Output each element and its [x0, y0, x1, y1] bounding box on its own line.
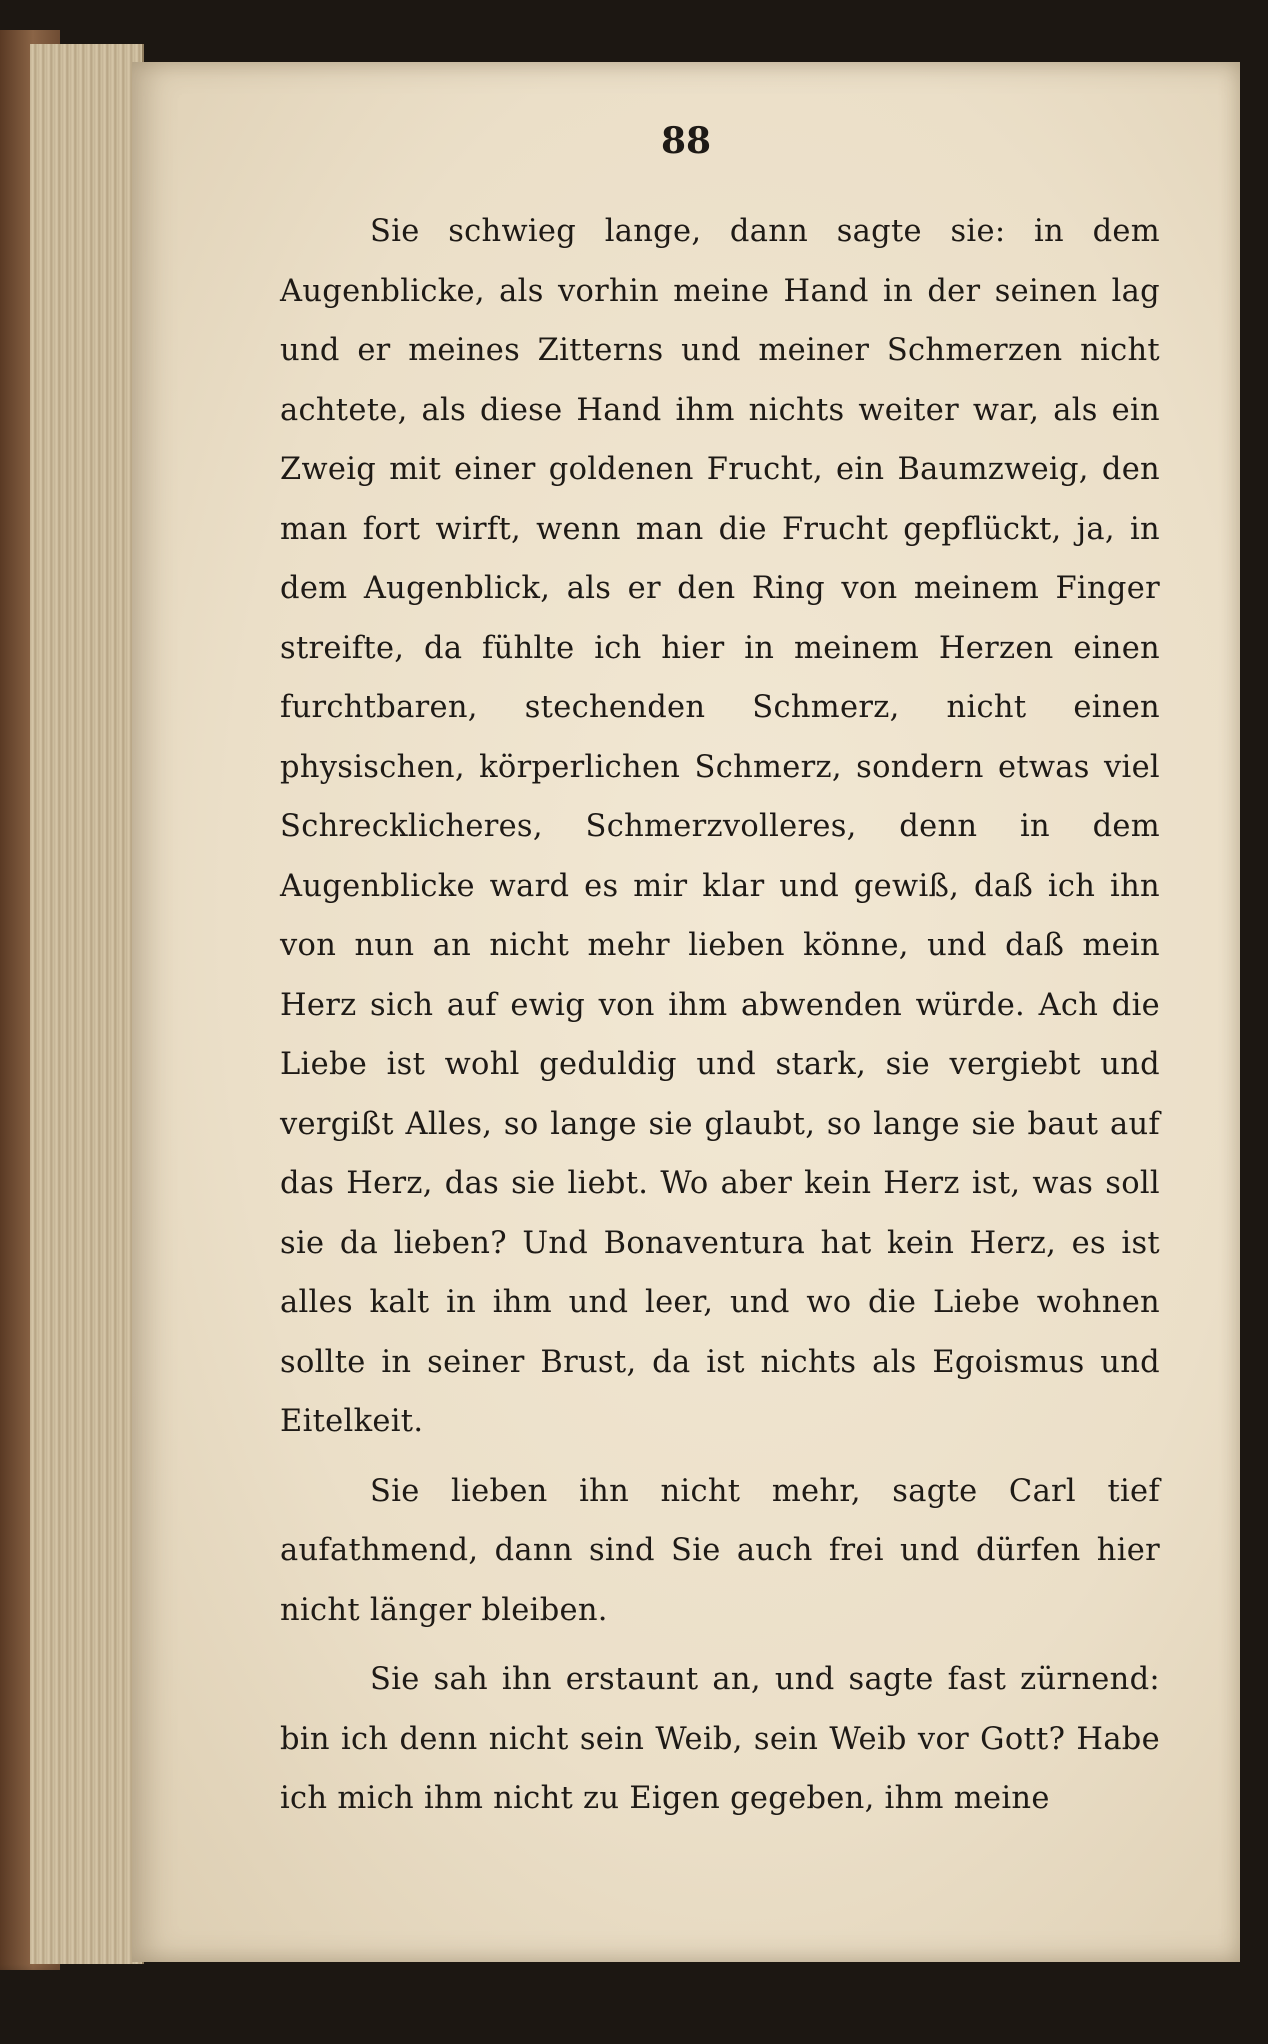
page-number: 88 — [660, 120, 712, 162]
book-page — [132, 62, 1240, 1962]
paragraph: Sie schwieg lange, dann sagte sie: in dem Augenblicke, als vorhin meine Hand in der seinen lag und er meines Zitterns und meiner Schmerzen nicht achtete, als diese Hand ihm nichts weiter war, als ein Zweig mit einer goldenen Frucht, ein Baumzweig, den man fort wirft, wenn man die Frucht gepflückt, ja, in dem Augenblick, als er den Ring von meinem Finger streifte, da fühlte ich hier in meinem Herzen einen furchtbaren, stechenden Schmerz, nicht einen physischen, körperlichen Schmerz, sondern etwas viel Schrecklicheres, Schmerzvolleres, denn in dem Augenblicke ward es mir klar und gewiß, daß ich ihn von nun an nicht mehr lieben könne, und daß mein Herz sich auf ewig von ihm abwenden würde. Ach die Liebe ist wohl geduldig und stark, sie vergiebt und vergißt Alles, so lange sie glaubt, so lange sie baut auf das Herz, das sie liebt. Wo aber kein Herz ist, was soll sie da lieben? Und Bonaventura hat kein Herz, es ist alles kalt in ihm und leer, und wo die Liebe wohnen sollte in seiner Brust, da ist nichts als Egoismus und Eitelkeit. — [280, 214, 1160, 1439]
page-stack-edge — [30, 44, 144, 1964]
text-block — [280, 202, 1160, 1829]
paragraph: Sie lieben ihn nicht mehr, sagte Carl tief aufathmend, dann sind Sie auch frei und dürfen hier nicht länger bleiben. — [280, 1473, 1160, 1628]
paragraph: Sie sah ihn erstaunt an, und sagte fast zürnend: bin ich denn nicht sein Weib, sein Weib vor Gott? Habe ich mich ihm nicht zu Eigen gegeben, ihm meine — [280, 1662, 1160, 1816]
bottom-shadow — [0, 1964, 1268, 2044]
